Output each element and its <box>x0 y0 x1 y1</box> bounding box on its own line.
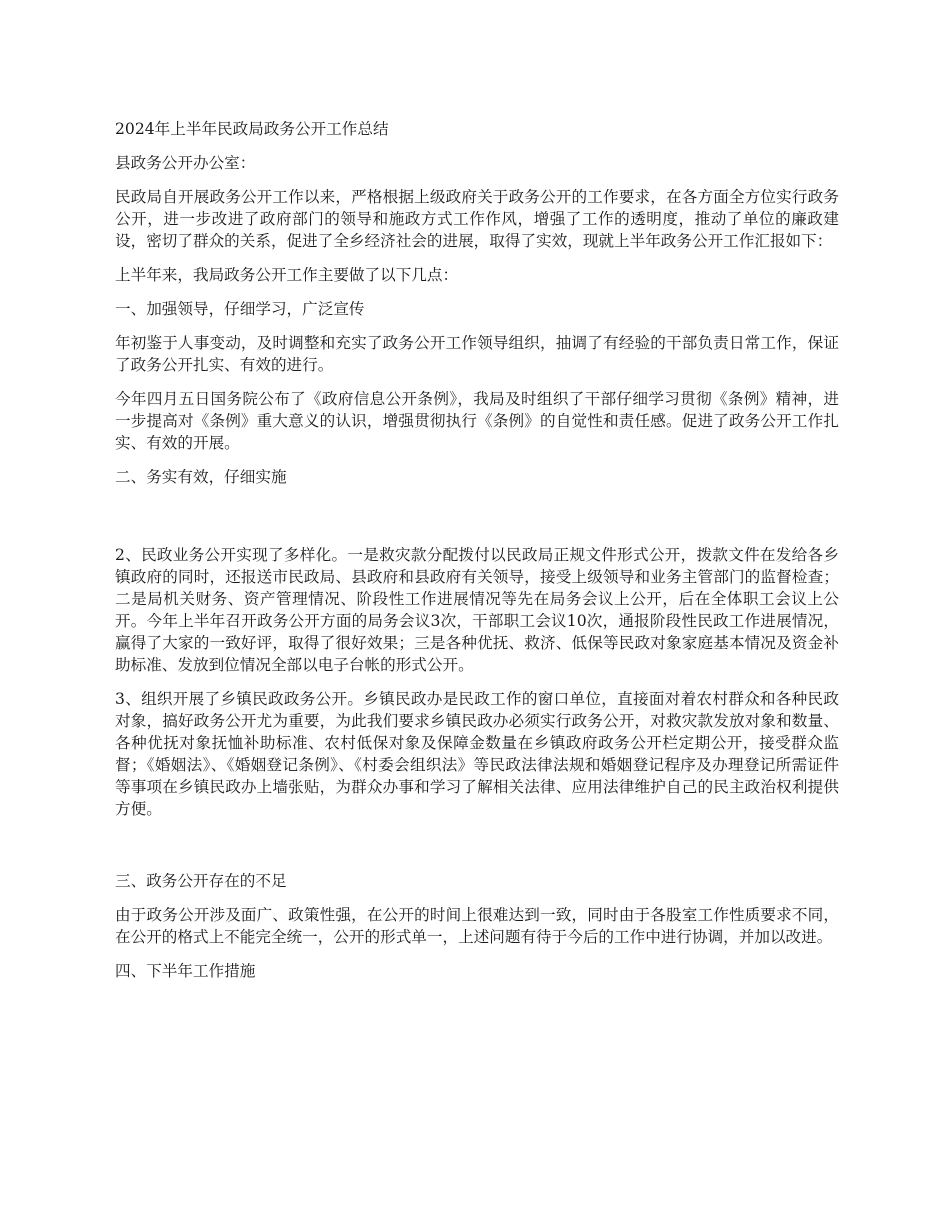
section1-paragraph-2: 今年四月五日国务院公布了《政府信息公开条例》，我局及时组织了干部仔细学习贯彻《条例》精神，进一步提高对《条例》重大意义的认识，增强贯彻执行《条例》的自觉性和责任感。促进了政务公开工作扎实、有效的开展。 <box>115 390 839 452</box>
section2-item-3: 3、组织开展了乡镇民政政务公开。乡镇民政办是民政工作的窗口单位，直接面对着农村群众和各种民政对象，搞好政务公开尤为重要，为此我们要求乡镇民政办必须实行政务公开，对救灾款发放对象和数量、各种优抚对象抚恤补助标准、农村低保对象及保障金数量在乡镇政府政务公开栏定期公开，接受群众监督；《婚姻法》、《婚姻登记条例》、《村委会组织法》等民政法律法规和婚姻登记程序及办理登记所需证件等事项在乡镇民政办上墙张贴，为群众办事和学习了解相关法律、应用法律维护自己的民主政治权利提供方便。 <box>115 690 839 818</box>
section3-paragraph: 由于政务公开涉及面广、政策性强，在公开的时间上很难达到一致，同时由于各股室工作性质要求不同，在公开的格式上不能完全统一，公开的形式单一，上述问题有待于今后的工作中进行协调，并加以改进。 <box>115 906 839 946</box>
section4-heading: 四、下半年工作措施 <box>115 962 256 980</box>
blank-gap <box>115 500 839 544</box>
section3-heading: 三、政务公开存在的不足 <box>115 872 287 890</box>
blank-gap <box>115 832 839 870</box>
summary-lead: 上半年来，我局政务公开工作主要做了以下几点： <box>115 266 459 284</box>
section2-heading: 二、务实有效，仔细实施 <box>115 468 287 486</box>
intro-paragraph: 民政局自开展政务公开工作以来，严格根据上级政府关于政务公开的工作要求，在各方面全方位实行政务公开，进一步改进了政府部门的领导和施政方式工作作风，增强了工作的透明度，推动了单位的廉政建设，密切了群众的关系，促进了全乡经济社会的进展，取得了实效，现就上半年政务公开工作汇报如下： <box>115 188 839 250</box>
document-title: 2024年上半年民政局政务公开工作总结 <box>115 120 389 138</box>
section1-heading: 一、加强领导，仔细学习，广泛宣传 <box>115 300 365 318</box>
section2-item-2: 2、民政业务公开实现了多样化。一是救灾款分配拨付以民政局正规文件形式公开，拨款文件在发给各乡镇政府的同时，还报送市民政局、县政府和县政府有关领导，接受上级领导和业务主管部门的监督检查；二是局机关财务、资产管理情况、阶段性工作进展情况等先在局务会议上公开，后在全体职工会议上公开。今年上半年召开政务公开方面的局务会议3次，干部职工会议10次，通报阶段性民政工作进展情况，赢得了大家的一致好评，取得了很好效果；三是各种优抚、救济、低保等民政对象家庭基本情况及资金补助标准、发放到位情况全部以电子台帐的形式公开。 <box>115 546 839 674</box>
section1-paragraph-1: 年初鉴于人事变动，及时调整和充实了政务公开工作领导组织，抽调了有经验的干部负责日常工作，保证了政务公开扎实、有效的进行。 <box>115 334 839 374</box>
recipient-line: 县政务公开办公室： <box>115 154 256 172</box>
document-page <box>115 118 839 994</box>
